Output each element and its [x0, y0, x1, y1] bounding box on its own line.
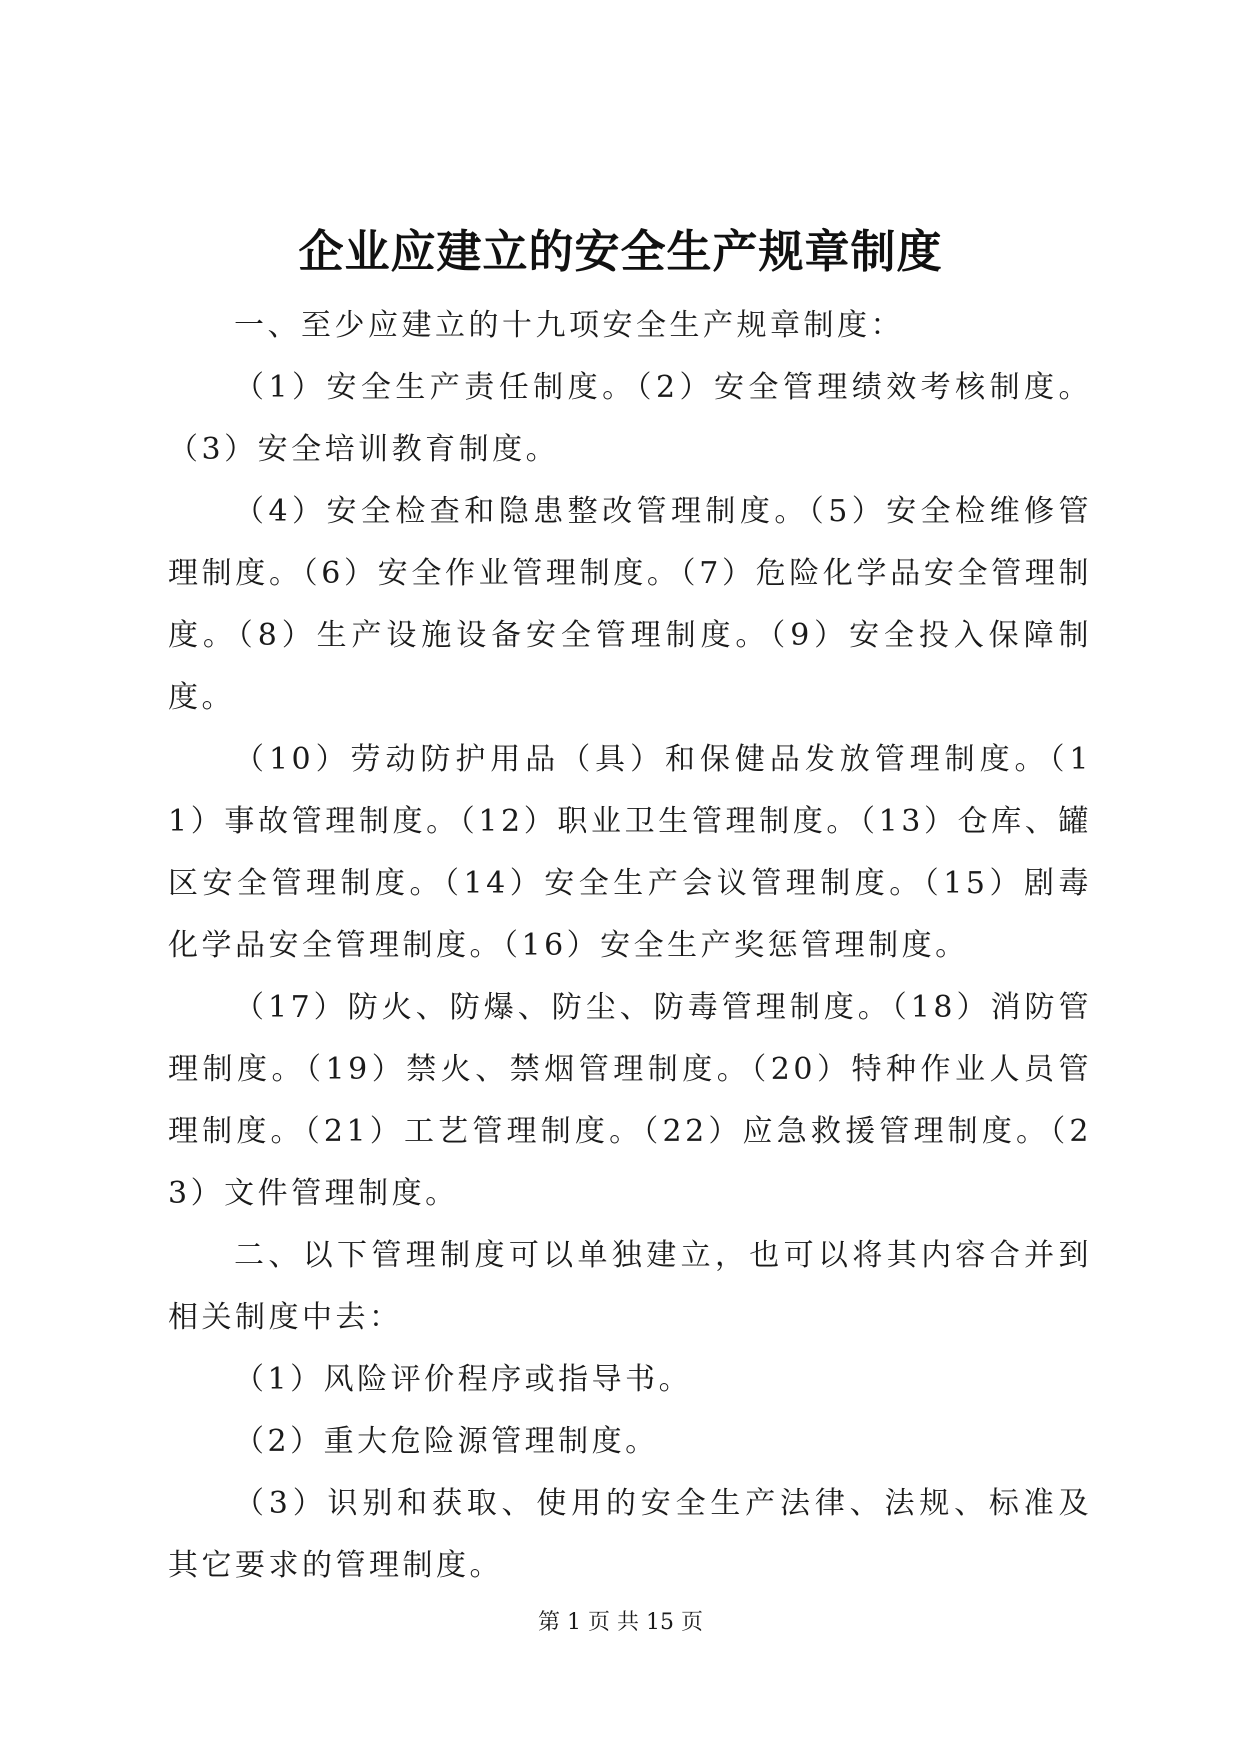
section-heading-1: 一、至少应建立的十九项安全生产规章制度： [234, 308, 904, 343]
body-paragraph: （3）识别和获取、使用的安全生产法律、法规、标准及其它要求的管理制度。 [168, 1486, 1092, 1583]
body-paragraph: （17）防火、防爆、防尘、防毒管理制度。（18）消防管理制度。（19）禁火、禁烟管理制度。（20）特种作业人员管理制度。（21）工艺管理制度。（22）应急救援管理制度。（23）文件管理制度。 [168, 990, 1092, 1211]
page-footer: 第 1 页 共 15 页 [538, 1610, 703, 1635]
body-paragraph: （10）劳动防护用品（具）和保健品发放管理制度。（11）事故管理制度。（12）职业卫生管理制度。（13）仓库、罐区安全管理制度。（14）安全生产会议管理制度。（15）剧毒化学品安全管理制度。（16）安全生产奖惩管理制度。 [168, 742, 1092, 963]
body-paragraph: （1）风险评价程序或指导书。 [234, 1362, 693, 1397]
body-paragraph: （4）安全检查和隐患整改管理制度。（5）安全检维修管理制度。（6）安全作业管理制度。（7）危险化学品安全管理制度。（8）生产设施设备安全管理制度。（9）安全投入保障制度。 [168, 494, 1092, 715]
document-body [168, 295, 1092, 1597]
body-paragraph: （1）安全生产责任制度。（2）安全管理绩效考核制度。（3）安全培训教育制度。 [168, 370, 1092, 467]
body-paragraph: （2）重大危险源管理制度。 [234, 1424, 659, 1459]
section-heading-2: 二、以下管理制度可以单独建立，也可以将其内容合并到相关制度中去： [168, 1238, 1092, 1335]
document-title: 企业应建立的安全生产规章制度 [298, 225, 943, 278]
